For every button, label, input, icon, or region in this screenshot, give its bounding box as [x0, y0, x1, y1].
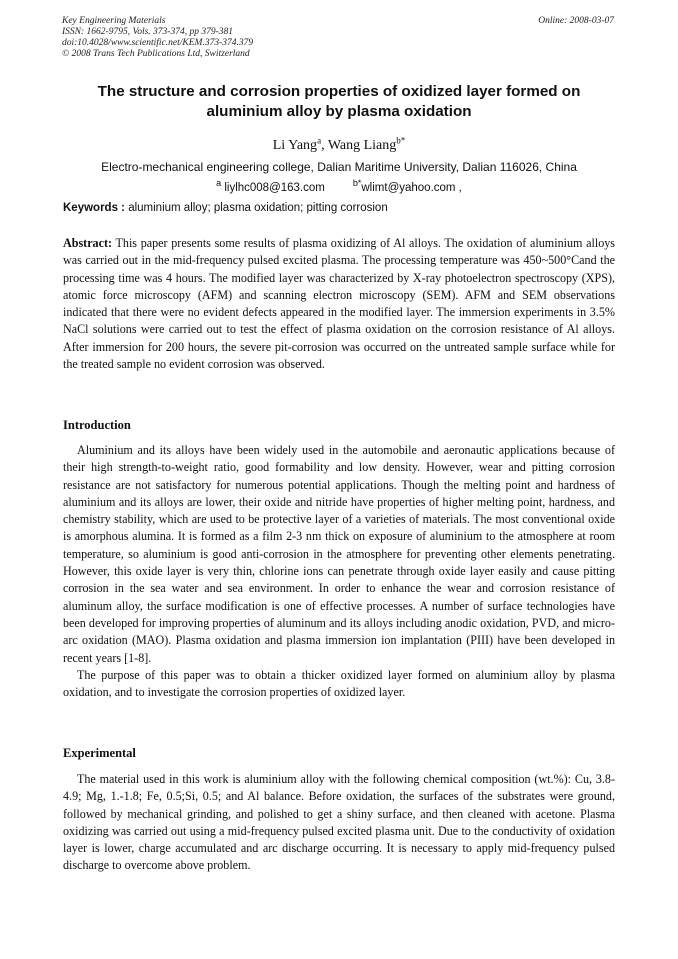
author-1-affil-mark: a	[317, 135, 322, 146]
introduction-paragraph: Aluminium and its alloys have been widely used in the automobile and aeronautic applications because of their high strength-to-weight ratio, good formability and low density. However, wear and pitting corrosion resistance are not satisfactory for numerous potential applications. Though the melting point and hardness of aluminium and its alloys are lower, their oxide and nitride have properties of higher melting point, hardness, and chemistry stability, which are used to be protective layer of a varieties of materials. The most conventional oxide is amorphous alumina. It is formed as a film 2-3 nm thick on exposure of aluminium to the atmosphere at room temperature, so aluminium is good anti-corrosion in the atmosphere for preventing other elements penetrating. However, this oxide layer is very thin, chlorine ions can penetrate through oxide layer easily and cause pitting corrosion in the sea water and sea environment. In order to enhance the wear and corrosion resistance of aluminum alloy, the surface modification is one of effective processes. A number of surface technologies have been developed for improving properties of aluminum and its alloys including anodic oxidation, PVD, and micro-arc oxidation (MAO). Plasma oxidation and plasma immersion ion implantation (PIII) have been developed in recent years [1-8].	[63, 443, 615, 665]
journal-copyright: © 2008 Trans Tech Publications Ltd, Switzerland	[62, 49, 250, 59]
experimental-heading: Experimental	[63, 746, 136, 760]
author-2: Wang Liang	[327, 138, 397, 153]
affiliation: Electro-mechanical engineering college, Dalian Maritime University, Dalian 116026, China	[101, 160, 577, 174]
journal-issn: ISSN: 1662-9795, Vols. 373-374, pp 379-381	[62, 27, 233, 37]
keywords-text: aluminium alloy; plasma oxidation; pitting corrosion	[128, 202, 388, 214]
author-2-affil-mark: b*	[396, 135, 406, 146]
experimental-section	[63, 771, 615, 875]
email-line	[62, 178, 616, 195]
introduction-heading: Introduction	[63, 418, 131, 432]
online-date: Online: 2008-03-07	[538, 16, 614, 26]
keywords-line	[63, 201, 615, 215]
author-1: Li Yang	[272, 138, 318, 153]
introduction-section	[63, 442, 615, 701]
email-a[interactable]: liylhc008@163.com	[224, 182, 325, 194]
keywords-label: Keywords :	[63, 202, 125, 214]
experimental-paragraph: The material used in this work is aluminium alloy with the following chemical composition (wt.%): Cu, 3.8-4.9; Mg, 1.-1.8; Fe, 0.5;Si, 0.5; and Al balance. Before oxidation, the surfaces of the substrates were ground, followed by mechanical grinding, and polished to get a shiny surface, and then cleaned with acetone. Plasma oxidizing was carried out using a mid-frequency pulsed excited plasma unit. Due to the conductivity of oxidation layer is lower, charge accumulated and arc discharge occurring. It is necessary to apply mid-frequency pulsed discharge to overcome above problem.	[63, 772, 615, 873]
paper-title: The structure and corrosion properties of oxidized layer formed on aluminium alloy by plasma oxidation	[97, 83, 581, 120]
email-b-mark: b*	[352, 178, 362, 189]
abstract-text: This paper presents some results of plasma oxidizing of Al alloys. The oxidation of aluminium alloys was carried out in the mid-frequency pulsed excited plasma. The processing temperature was 450~500°Cand the processing time was 4 hours. The modified layer was characterized by X-ray photoelectron spectroscopy (XPS), atomic force microscopy (AFM) and scanning electron microscopy (SEM). AFM and SEM observations indicated that there were no evident defects appeared in the modified layer. The immersion experiments in 3.5% NaCl solutions were carried out to test the effect of plasma oxidation on the corrosion resistance of Al alloys. After immersion for 200 hours, the severe pit-corrosion was occurred on the untreated sample surface while for the treated sample no evident corrosion was observed.	[63, 236, 616, 372]
journal-header	[62, 16, 253, 60]
journal-doi: doi:10.4028/www.scientific.net/KEM.373-374.379	[62, 38, 254, 48]
journal-name: Key Engineering Materials	[62, 16, 166, 26]
author-line	[62, 137, 616, 155]
email-a-mark: a	[216, 178, 222, 189]
abstract-label: Abstract:	[63, 236, 113, 250]
author-separator: ,	[321, 138, 328, 153]
introduction-paragraph: The purpose of this paper was to obtain a thicker oxidized layer formed on aluminium alloy by plasma oxidation, and to investigate the corrosion properties of oxidized layer.	[63, 667, 615, 700]
email-b[interactable]: wlimt@yahoo.com ,	[361, 182, 462, 194]
abstract	[63, 235, 615, 373]
